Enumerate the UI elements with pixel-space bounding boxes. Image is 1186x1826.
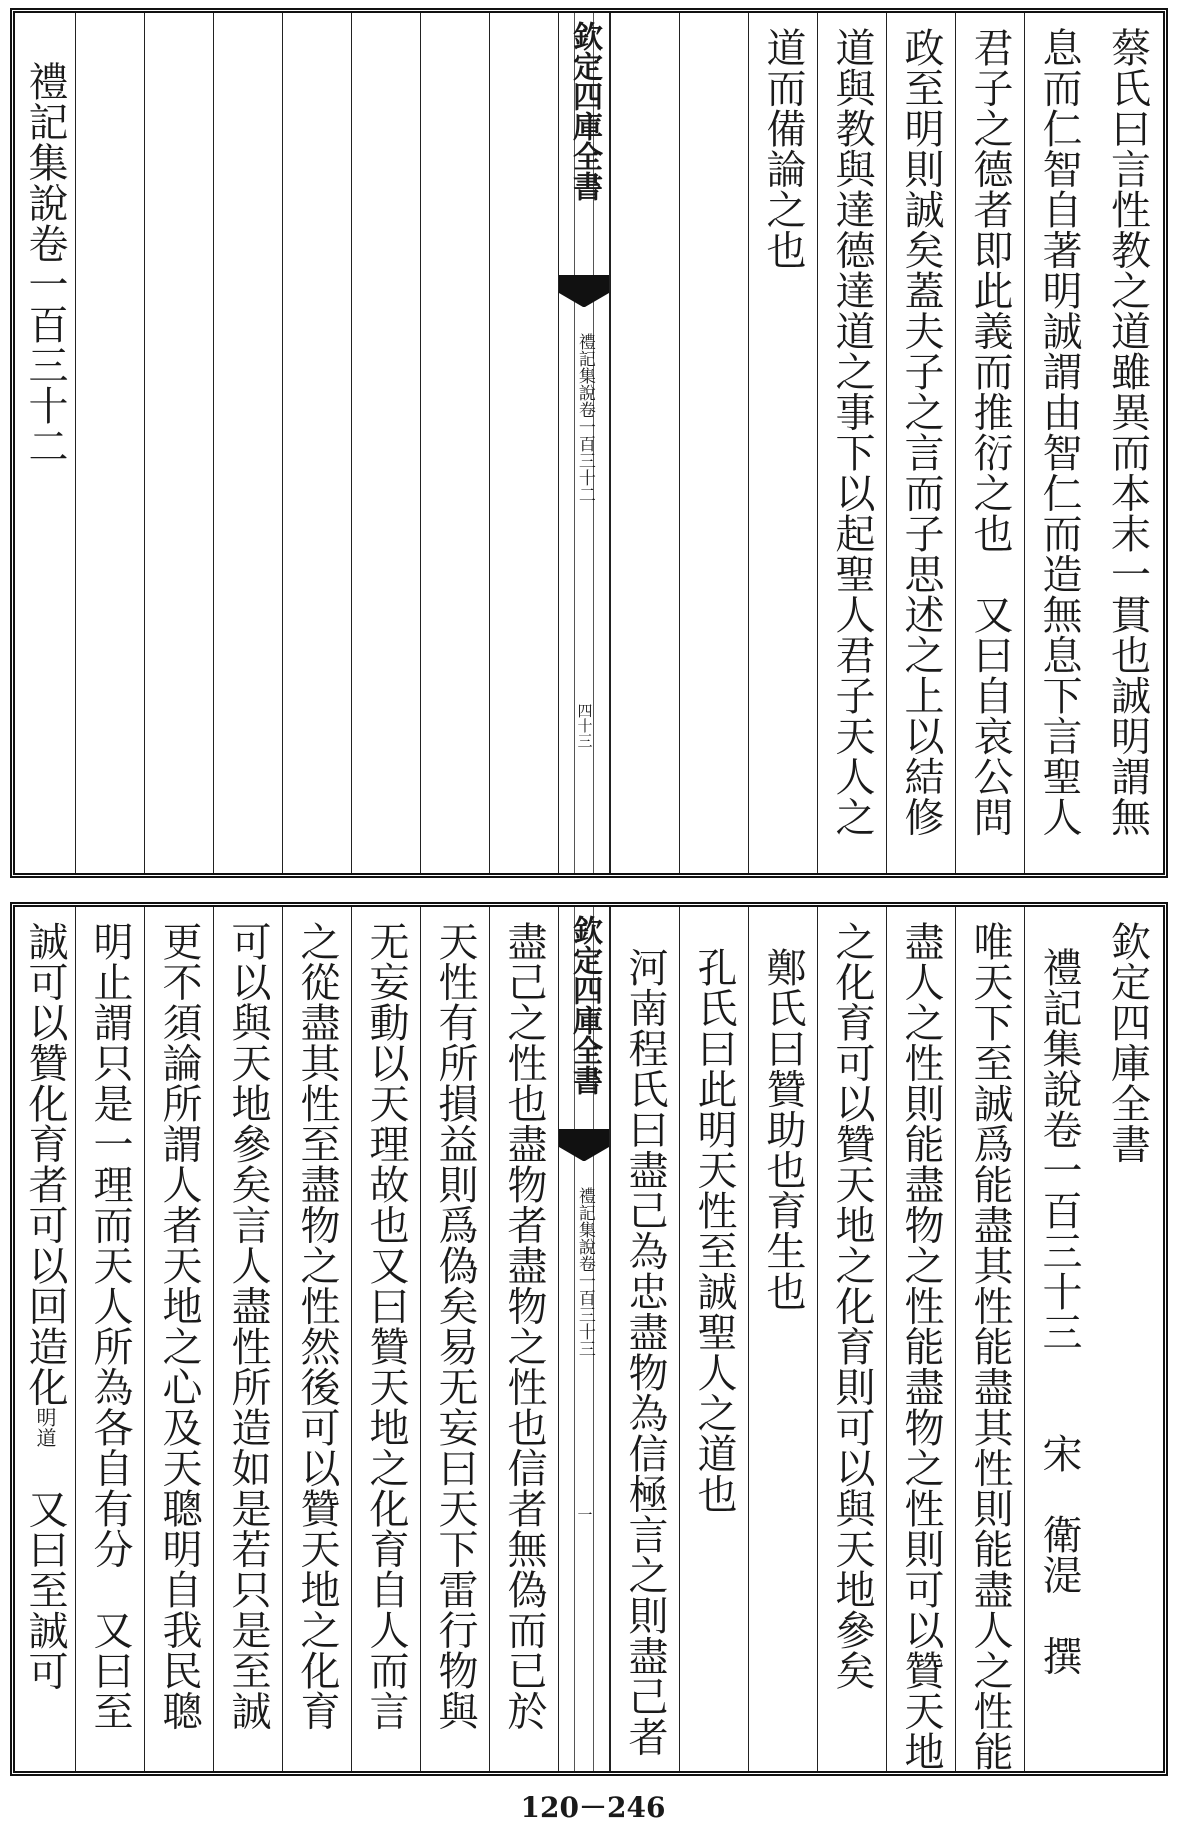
series-heading: 欽定四庫全書 (1104, 921, 1151, 1164)
text-column (748, 13, 817, 873)
fold-book-title (575, 1187, 593, 1357)
fold-strip (558, 13, 610, 873)
text-column (955, 907, 1024, 1771)
text-column (1093, 907, 1162, 1771)
text-column-blank (75, 13, 144, 873)
column-text: 政至明則誠矣蓋夫子之言而子思述之上以結修 (898, 27, 944, 837)
column-text: 之從盡其性至盡物之性然後可以贊天地之化育 (294, 921, 340, 1731)
column-text: 无妄動以天理故也又曰贊天地之化育自人而言 (363, 921, 409, 1731)
fold-title-line: 禮記集說 (574, 333, 595, 401)
commentary-text: 河南程氏曰盡己為忠盡物為信極言之則盡己者 (622, 947, 668, 1757)
interlinear-note: 明道 (33, 1407, 57, 1448)
text-column (610, 907, 679, 1771)
text-column-blank (282, 13, 351, 873)
text-column (351, 907, 420, 1771)
fold-page-number: 四十三 (575, 703, 594, 748)
column-text: 君子之德者即此義而推衍之也 又曰自哀公問 (967, 27, 1013, 837)
text-column (420, 907, 489, 1771)
bottom-page (10, 902, 1168, 1776)
fold-title-line: 禮記集說 (574, 1187, 595, 1255)
column-text: 又曰至誠可 (22, 1448, 68, 1691)
text-column (817, 13, 886, 873)
column-text: 可以與天地參矣言人盡性所造如是若只是至誠 (225, 921, 271, 1731)
text-column (1093, 13, 1162, 873)
fold-page-number: 一 (575, 1507, 594, 1522)
volume-title-author: 禮記集說卷一百三十三 宋 衛湜 撰 (1036, 947, 1082, 1676)
text-column (75, 907, 144, 1771)
text-column-blank (213, 13, 282, 873)
column-text: 蔡氏曰言性教之道雖異而本末一貫也誠明謂無 (1104, 27, 1151, 837)
column-text: 息而仁智自著明誠謂由智仁而造無息下言聖人 (1036, 27, 1082, 837)
fold-title-line: 卷一百三十二 (574, 401, 595, 503)
text-column (15, 907, 75, 1771)
commentary-text: 鄭氏曰贊助也育生也 (760, 947, 806, 1312)
text-column (15, 13, 75, 873)
column-text: 誠可以贊化育者可以回造化 (22, 921, 68, 1407)
fold-series-title: 欽定四庫全書 (567, 21, 602, 201)
fold-series-title: 欽定四庫全書 (567, 915, 602, 1095)
text-column (144, 907, 213, 1771)
text-column (886, 907, 955, 1771)
text-column-blank (679, 13, 748, 873)
text-column (817, 907, 886, 1771)
text-column-blank (351, 13, 420, 873)
text-column (748, 907, 817, 1771)
fold-book-title (575, 333, 593, 503)
text-column (679, 907, 748, 1771)
text-column (1024, 907, 1093, 1771)
column-text: 唯天下至誠爲能盡其性能盡其性則能盡人之性能 (967, 921, 1013, 1772)
fishtail-mark (559, 275, 609, 293)
column-text: 之化育可以贊天地之化育則可以與天地參矣 (829, 921, 875, 1691)
column-text: 盡己之性也盡物者盡物之性也信者無偽而已於 (501, 921, 547, 1731)
text-column (1024, 13, 1093, 873)
column-text: 明止謂只是一理而天人所為各自有分 又曰至 (87, 921, 133, 1731)
fold-title-line: 卷一百三十三 (574, 1255, 595, 1357)
text-column-blank (610, 13, 679, 873)
fishtail-mark (559, 1129, 609, 1147)
page-code: 120－246 (520, 1791, 666, 1824)
column-text-last (22, 921, 68, 1691)
commentary-text: 孔氏曰此明天性至誠聖人之道也 (691, 947, 737, 1514)
text-column (213, 907, 282, 1771)
column-text: 天性有所損益則爲偽矣易无妄曰天下雷行物與 (432, 921, 478, 1731)
column-text: 道而備論之也 (760, 27, 806, 270)
text-column (489, 907, 558, 1771)
fold-strip (558, 907, 610, 1771)
text-column-blank (489, 13, 558, 873)
top-page (10, 8, 1168, 878)
text-column (955, 13, 1024, 873)
column-text: 更不須論所謂人者天地之心及天聰明自我民聰 (156, 921, 202, 1731)
column-text: 道與教與達德達道之事下以起聖人君子天人之 (829, 27, 875, 837)
text-column-blank (420, 13, 489, 873)
column-text: 盡人之性則能盡物之性能盡物之性則可以贊天地 (898, 921, 944, 1772)
text-column-blank (144, 13, 213, 873)
text-column (282, 907, 351, 1771)
text-column (886, 13, 955, 873)
volume-end-title: 禮記集說卷一百三十二 (22, 61, 68, 466)
